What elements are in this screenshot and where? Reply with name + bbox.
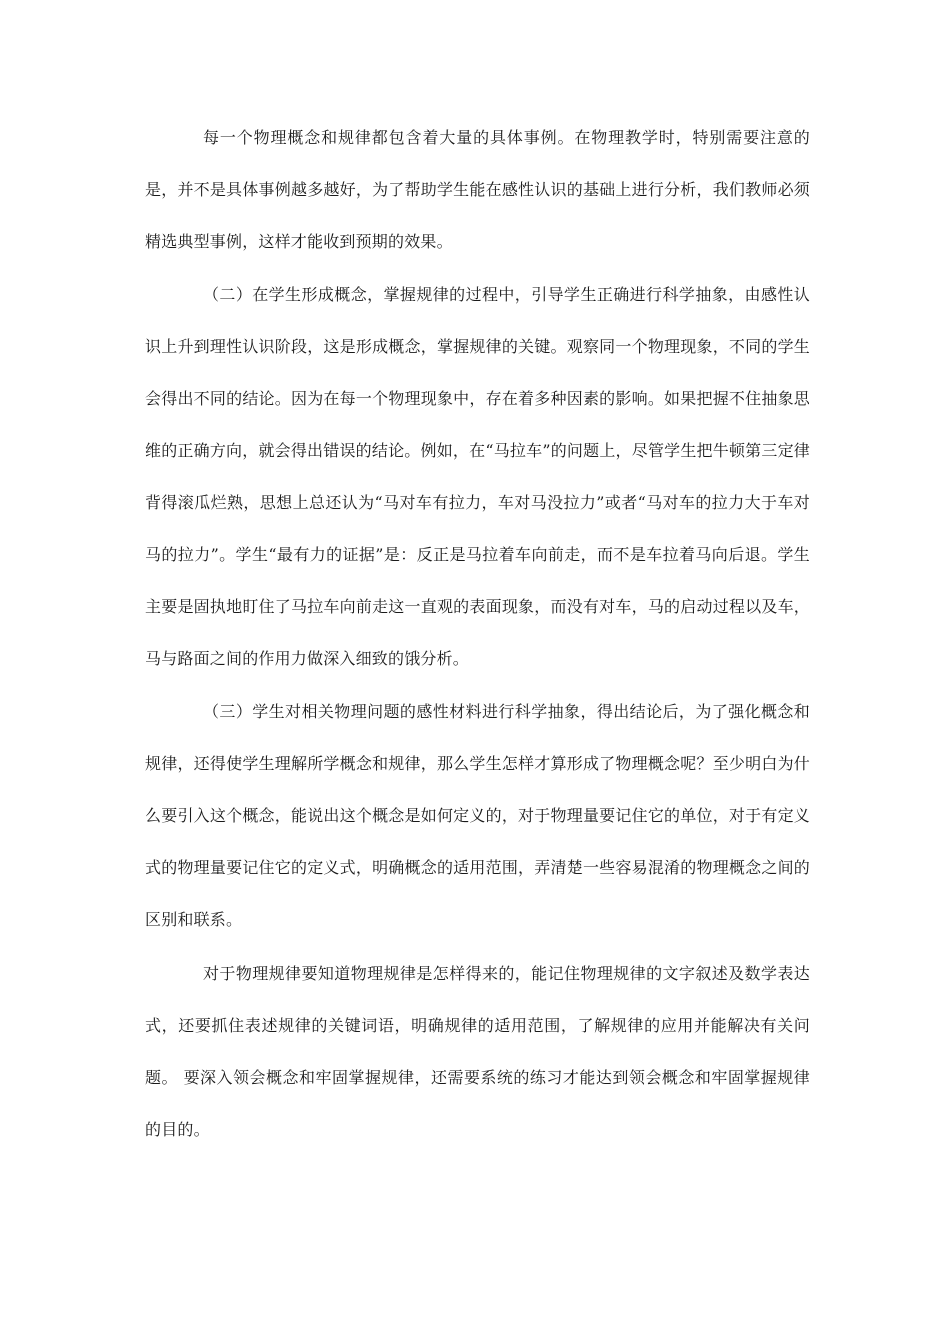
paragraph-examples: 每一个物理概念和规律都包含着大量的具体事例。在物理教学时，特别需要注意的是，并不是具体事例越多越好，为了帮助学生能在感性认识的基础上进行分析，我们教师必须精选典型事例，这样才能收到预期的效果。 <box>145 128 810 251</box>
paragraph-laws: 对于物理规律要知道物理规律是怎样得来的，能记住物理规律的文字叙述及数学表达式，还要抓住表述规律的关键词语，明确规律的适用范围，了解规律的应用并能解决有关问题。 要深入领会概念和牢固掌握规律，还需要系统的练习才能达到领会概念和牢固掌握规律的目的。 <box>145 964 810 1139</box>
paragraph-section-3-concepts: （三）学生对相关物理问题的感性材料进行科学抽象，得出结论后，为了强化概念和规律，还得使学生理解所学概念和规律，那么学生怎样才算形成了物理概念呢？至少明白为什么要引入这个概念，能说出这个概念是如何定义的，对于物理量要记住它的单位，对于有定义式的物理量要记住它的定义式，明确概念的适用范围，弄清楚一些容易混淆的物理概念之间的区别和联系。 <box>145 702 810 929</box>
paragraph-section-2-abstraction: （二）在学生形成概念，掌握规律的过程中，引导学生正确进行科学抽象，由感性认识上升到理性认识阶段，这是形成概念，掌握规律的关键。观察同一个物理现象，不同的学生会得出不同的结论。因为在每一个物理现象中，存在着多种因素的影响。如果把握不住抽象思维的正确方向，就会得出错误的结论。例如，在“马拉车”的问题上，尽管学生把牛顿第三定律背得滚瓜烂熟，思想上总还认为“马对车有拉力，车对马没拉力”或者“马对车的拉力大于车对马的拉力”。学生“最有力的证据”是：反正是马拉着车向前走，而不是车拉着马向后退。学生主要是固执地盯住了马拉车向前走这一直观的表面现象，而没有对车，马的启动过程以及车，马与路面之间的作用力做深入细致的饿分析。 <box>145 285 810 668</box>
